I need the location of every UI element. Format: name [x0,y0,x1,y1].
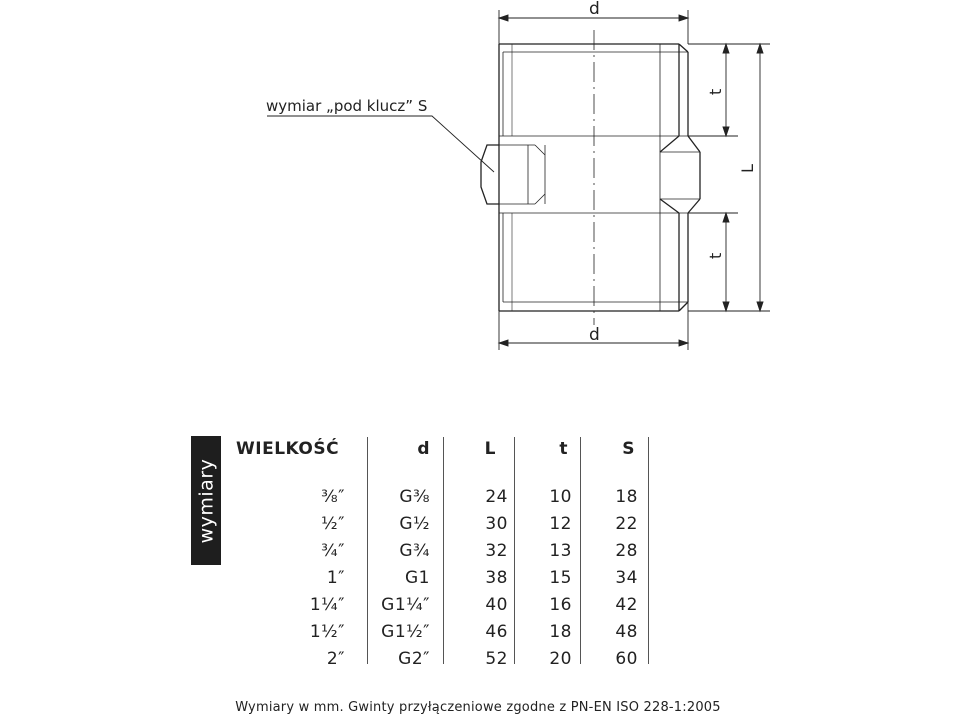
side-tab-label: wymiary [195,458,217,543]
table-cell: 2″ [326,649,345,669]
header-L: L [484,439,496,459]
table-cell: G1½″ [381,622,430,642]
table-cell: 22 [615,514,638,534]
column-divider [648,437,649,664]
table-cell: 13 [549,541,572,561]
table-cell: G½ [399,514,430,534]
table-cell: 16 [549,595,572,615]
table-cell: 20 [549,649,572,669]
header-t: t [559,439,568,459]
table-cell: ½″ [321,514,345,534]
table-cell: 52 [485,649,508,669]
table-cell: G1 [405,568,430,588]
column-divider [514,437,515,664]
dim-t-top-label: t [706,88,725,95]
column-divider [443,437,444,664]
table-cell: 40 [485,595,508,615]
table-cell: 32 [485,541,508,561]
dim-t-bottom-label: t [706,252,725,259]
table-cell: 12 [549,514,572,534]
header-S: S [622,439,635,459]
table-cell: 60 [615,649,638,669]
table-cell: 1¼″ [309,595,345,615]
table-cell: ⅜″ [321,487,345,507]
dim-L-label: L [738,164,757,173]
dimensions-side-tab [191,436,221,565]
table-cell: 30 [485,514,508,534]
table-cell: 48 [615,622,638,642]
footnote: Wymiary w mm. Gwinty przyłączeniowe zgodne z PN-EN ISO 228-1:2005 [235,700,721,715]
table-cell: 34 [615,568,638,588]
table-cell: G⅜ [399,487,430,507]
table-cell: 28 [615,541,638,561]
table-cell: 24 [485,487,508,507]
table-cell: 38 [485,568,508,588]
table-cell: G1¼″ [381,595,430,615]
header-size: WIELKOŚĆ [236,439,340,459]
column-divider [580,437,581,664]
dim-d-top-label: d [589,0,600,19]
table-cell: 1½″ [309,622,345,642]
column-divider [367,437,368,664]
table-cell: 18 [615,487,638,507]
table-cell: 42 [615,595,638,615]
table-cell: 15 [549,568,572,588]
dim-d-bottom-label: d [589,325,600,345]
table-cell: G2″ [398,649,430,669]
table-cell: 18 [549,622,572,642]
table-cell: 10 [549,487,572,507]
table-cell: G¾ [399,541,430,561]
wrench-size-label: wymiar „pod klucz” S [266,97,428,115]
header-d: d [417,439,430,459]
table-cell: ¾″ [321,541,345,561]
table-cell: 1″ [326,568,345,588]
table-cell: 46 [485,622,508,642]
